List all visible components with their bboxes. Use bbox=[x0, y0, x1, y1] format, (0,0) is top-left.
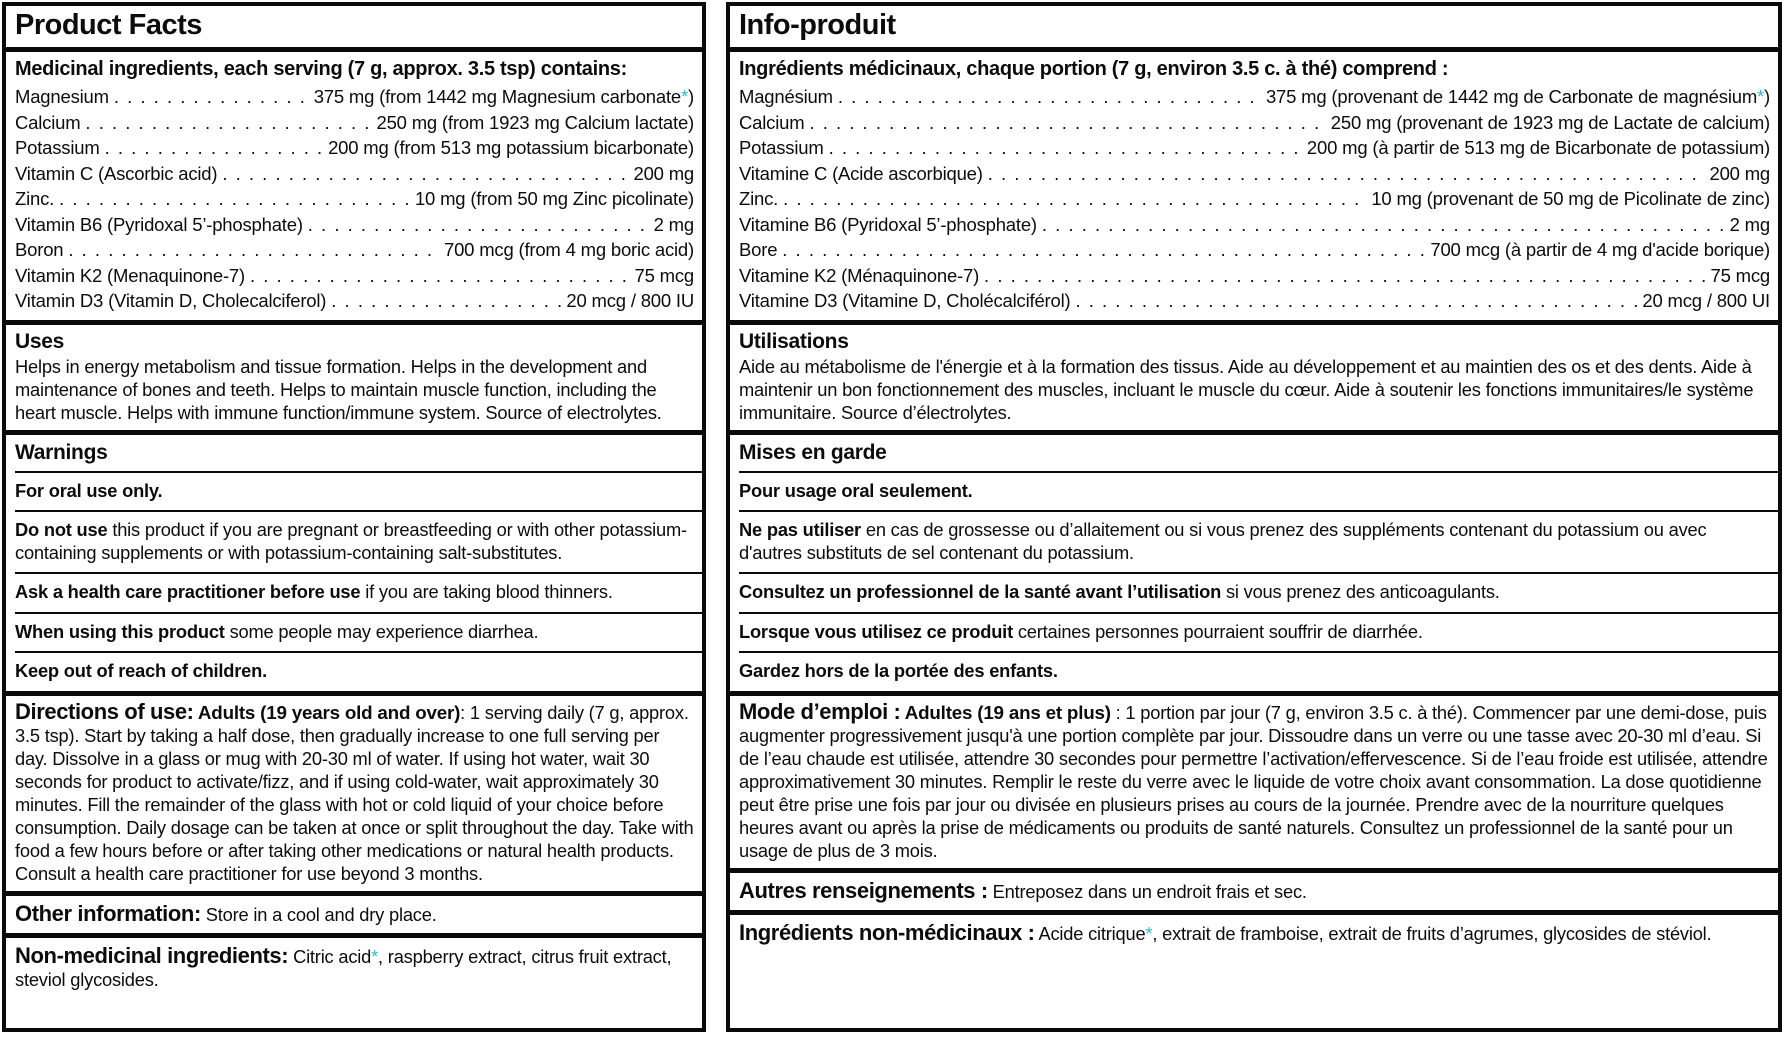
warning-item bbox=[15, 510, 702, 572]
ingredient-value-text: 20 mcg / 800 UI bbox=[1642, 290, 1770, 311]
ingredient-value-text: 375 mg (from 1442 mg Magnesium carbonate bbox=[313, 86, 682, 107]
ingredient-value bbox=[1642, 288, 1770, 314]
ingredient-row bbox=[15, 135, 694, 161]
ingredient-row bbox=[739, 84, 1770, 110]
warning-lead: Gardez hors de la portée des enfants. bbox=[739, 660, 1058, 681]
ingredient-value-text: 375 mg (provenant de 1442 mg de Carbonate de magnésium bbox=[1265, 86, 1758, 107]
ingredient-row bbox=[739, 186, 1770, 212]
ingredient-value-close: ) bbox=[688, 86, 694, 107]
other-information-label-fr: Autres renseignements : bbox=[739, 877, 988, 903]
ingredient-name: Vitamine K2 (Ménaquinone-7) bbox=[739, 264, 980, 286]
other-information-text-en: Store in a cool and dry place. bbox=[200, 903, 437, 925]
other-information-line-en bbox=[15, 899, 694, 929]
warning-lead: Pour usage oral seulement. bbox=[739, 479, 973, 501]
non-medicinal-text-end-fr: , extrait de framboise, extrait de fruits d’agrumes, glycosides de stéviol. bbox=[1152, 922, 1712, 944]
ingredient-row bbox=[739, 161, 1770, 187]
ingredient-value-text: 200 mg (from 513 mg potassium bicarbonate) bbox=[328, 137, 694, 158]
other-information-label-en: Other information: bbox=[15, 900, 201, 926]
warning-item bbox=[15, 471, 702, 511]
ingredient-value bbox=[328, 135, 694, 161]
dot-leader bbox=[783, 186, 1366, 212]
directions-section-fr bbox=[730, 696, 1778, 873]
non-medicinal-text-fr: Acide citrique bbox=[1034, 922, 1146, 944]
warning-lead: Do not use bbox=[15, 519, 108, 540]
info-produit-panel-fr bbox=[726, 2, 1782, 1032]
ingredient-row bbox=[739, 110, 1770, 136]
ingredient-name: Vitamin D3 (Vitamin D, Cholecalciferol) bbox=[15, 290, 327, 311]
dot-leader bbox=[308, 212, 649, 238]
ingredient-row bbox=[739, 237, 1770, 263]
ingredient-row bbox=[739, 135, 1770, 161]
medicinal-ingredients-section-en bbox=[6, 52, 702, 325]
warnings-heading-en: Warnings bbox=[15, 440, 108, 464]
ingredient-value-text: 75 mcg bbox=[1710, 264, 1770, 286]
ingredient-row bbox=[15, 84, 694, 110]
ingredient-value-text: 200 mg (à partir de 513 mg de Bicarbonate de potassium) bbox=[1306, 137, 1770, 158]
ingredient-row bbox=[739, 212, 1770, 238]
ingredient-value-text: 10 mg (from 50 mg Zinc picolinate) bbox=[414, 188, 694, 209]
ingredient-value bbox=[566, 288, 694, 314]
ingredient-row bbox=[15, 288, 694, 314]
ingredient-row bbox=[739, 263, 1770, 289]
warning-rest: certaines personnes pourraient souffrir de diarrhée. bbox=[1012, 620, 1423, 642]
ingredient-value-text: 10 mg (provenant de 50 mg de Picolinate de zinc) bbox=[1371, 188, 1770, 209]
non-medicinal-section-en bbox=[6, 938, 702, 1029]
uses-text-fr: Aide au métabolisme de l'énergie et à la formation des tissus. Aide au développement et au maintien des os et des dents. Aide à maintenir un bon fonctionnement des muscles, incluant le muscle du cœur. Aide à soutenir les fonctions immunitaires/le système immunitaire. Source d’électrolytes. bbox=[739, 355, 1754, 423]
ingredient-name: Bore bbox=[739, 239, 778, 260]
warning-rest: if you are taking blood thinners. bbox=[360, 581, 613, 602]
ingredient-row bbox=[15, 263, 694, 289]
ingredient-list-fr bbox=[739, 84, 1770, 314]
ingredient-name: Vitamin K2 (Menaquinone-7) bbox=[15, 264, 245, 286]
ingredient-name: Calcium bbox=[739, 111, 805, 133]
warning-rest: this product if you are pregnant or breastfeeding or with other potassium-containing supplements or with potassium-containing salt-substitutes. bbox=[15, 519, 687, 563]
other-information-text-fr: Entreposez dans un endroit frais et sec. bbox=[987, 880, 1307, 902]
uses-heading-fr: Utilisations bbox=[739, 329, 849, 353]
ingredient-value bbox=[376, 110, 694, 136]
ingredient-value-text: 200 mg bbox=[1709, 162, 1770, 184]
warning-item bbox=[739, 471, 1778, 511]
warnings-list-en bbox=[6, 471, 702, 691]
ingredient-value bbox=[1711, 263, 1770, 289]
warning-item bbox=[15, 572, 702, 612]
non-medicinal-text-end-en: , raspberry extract, citrus fruit extract, steviol glycosides. bbox=[15, 945, 672, 990]
warning-lead: Keep out of reach of children. bbox=[15, 660, 267, 681]
ingredient-value bbox=[654, 212, 694, 238]
dot-leader bbox=[838, 84, 1261, 110]
ingredient-name: Magnésium bbox=[739, 86, 833, 107]
ingredient-name: Calcium bbox=[15, 111, 81, 133]
medicinal-ingredients-header-fr: Ingrédients médicinaux, chaque portion (7 g, environ 3.5 c. à thé) comprend : bbox=[739, 58, 1449, 80]
directions-label-fr: Mode d’emploi : bbox=[739, 698, 901, 724]
ingredient-row bbox=[15, 110, 694, 136]
ingredient-row bbox=[15, 237, 694, 263]
warning-rest: en cas de grossesse ou d’allaitement ou si vous prenez des suppléments contenant du potassium ou avec d'autres substituts de sel contenant du potassium. bbox=[739, 519, 1707, 563]
dot-leader bbox=[59, 186, 410, 212]
warning-lead: Ne pas utiliser bbox=[739, 519, 861, 540]
warnings-section-en bbox=[6, 435, 702, 696]
warning-lead: When using this product bbox=[15, 620, 225, 642]
warning-rest: some people may experience diarrhea. bbox=[224, 620, 539, 642]
ingredient-value bbox=[1266, 84, 1770, 110]
ingredient-value bbox=[1709, 161, 1770, 187]
warning-item bbox=[739, 572, 1778, 612]
uses-heading-en: Uses bbox=[15, 329, 65, 353]
directions-subject-fr: Adultes (19 ans et plus) bbox=[900, 701, 1111, 723]
ingredient-name: Zinc. bbox=[15, 188, 55, 209]
dot-leader bbox=[782, 237, 1425, 263]
ingredient-value bbox=[1307, 135, 1770, 161]
dot-leader bbox=[1042, 212, 1725, 238]
dot-leader bbox=[250, 263, 630, 289]
ingredient-value-close: ) bbox=[1764, 86, 1770, 107]
ingredient-row bbox=[15, 212, 694, 238]
ingredient-name: Boron bbox=[15, 239, 64, 260]
warning-lead: Lorsque vous utilisez ce produit bbox=[739, 620, 1013, 642]
non-medicinal-label-fr: Ingrédients non-médicinaux : bbox=[739, 919, 1035, 945]
ingredient-value bbox=[1730, 212, 1770, 238]
ingredient-name: Vitamin B6 (Pyridoxal 5’-phosphate) bbox=[15, 213, 303, 235]
ingredient-name: Vitamine C (Acide ascorbique) bbox=[739, 162, 983, 184]
dot-leader bbox=[988, 161, 1705, 187]
other-information-section-fr bbox=[730, 873, 1778, 915]
ingredient-value bbox=[635, 263, 694, 289]
directions-section-en bbox=[6, 696, 702, 896]
directions-text-en bbox=[15, 700, 694, 885]
warning-item bbox=[739, 510, 1778, 572]
warnings-heading-fr: Mises en garde bbox=[739, 440, 887, 464]
ingredient-value-text: 2 mg bbox=[653, 213, 694, 235]
non-medicinal-label-en: Non-medicinal ingredients: bbox=[15, 942, 289, 968]
other-information-line-fr bbox=[739, 876, 1770, 906]
non-medicinal-line-en bbox=[15, 941, 694, 994]
ingredient-value-text: 250 mg (from 1923 mg Calcium lactate) bbox=[376, 111, 694, 133]
warning-item bbox=[15, 612, 702, 652]
ingredient-name: Magnesium bbox=[15, 86, 109, 107]
ingredient-value bbox=[1371, 186, 1770, 212]
medicinal-ingredients-header-en: Medicinal ingredients, each serving (7 g, approx. 3.5 tsp) contains: bbox=[15, 58, 627, 80]
warning-lead: Consultez un professionnel de la santé avant l’utilisation bbox=[739, 581, 1222, 602]
dot-leader bbox=[1075, 288, 1637, 314]
footnote-asterisk: * bbox=[371, 945, 379, 967]
footnote-asterisk: * bbox=[1757, 86, 1765, 107]
dot-leader bbox=[331, 288, 561, 314]
uses-section-fr bbox=[730, 325, 1778, 435]
product-facts-panel-en bbox=[2, 2, 706, 1032]
warning-item bbox=[739, 612, 1778, 652]
warning-item bbox=[739, 651, 1778, 691]
ingredient-name: Vitamine D3 (Vitamine D, Cholécalciférol) bbox=[739, 290, 1071, 311]
warning-item bbox=[15, 651, 702, 691]
ingredient-name: Zinc. bbox=[739, 188, 779, 209]
ingredient-value-text: 200 mg bbox=[633, 162, 694, 184]
ingredient-value bbox=[1430, 237, 1770, 263]
other-information-section-en bbox=[6, 896, 702, 938]
dot-leader bbox=[809, 110, 1325, 136]
dot-leader bbox=[114, 84, 309, 110]
ingredient-value-text: 2 mg bbox=[1729, 213, 1770, 235]
ingredient-value-text: 250 mg (provenant de 1923 mg de Lactate de calcium) bbox=[1330, 111, 1770, 133]
ingredient-name: Potassium bbox=[739, 137, 824, 158]
ingredient-value bbox=[1331, 110, 1770, 136]
ingredient-name: Vitamin C (Ascorbic acid) bbox=[15, 162, 218, 184]
non-medicinal-section-fr bbox=[730, 915, 1778, 1029]
panel-title-fr: Info-produit bbox=[730, 6, 1778, 52]
dot-leader bbox=[829, 135, 1302, 161]
footnote-asterisk: * bbox=[681, 86, 689, 107]
dot-leader bbox=[222, 161, 628, 187]
ingredient-value bbox=[444, 237, 694, 263]
non-medicinal-text-en: Citric acid bbox=[288, 945, 372, 967]
uses-text-en: Helps in energy metabolism and tissue formation. Helps in the development and maintenance of bones and teeth. Helps to maintain muscle function, including the heart muscle. Helps with immune function/immune system. Source of electrolytes. bbox=[15, 355, 662, 423]
uses-section-en bbox=[6, 325, 702, 435]
dot-leader bbox=[85, 110, 371, 136]
ingredient-value-text: 20 mcg / 800 IU bbox=[566, 290, 694, 311]
ingredient-value bbox=[633, 161, 694, 187]
warning-lead: For oral use only. bbox=[15, 479, 163, 501]
dot-leader bbox=[984, 263, 1705, 289]
directions-label-en: Directions of use: bbox=[15, 698, 194, 724]
warnings-section-fr bbox=[730, 435, 1778, 696]
medicinal-ingredients-section-fr bbox=[730, 52, 1778, 325]
warnings-list-fr bbox=[730, 471, 1778, 691]
footnote-asterisk: * bbox=[1145, 922, 1153, 944]
directions-body-fr: : 1 portion par jour (7 g, environ 3.5 c. à thé). Commencer par une demi-dose, puis augmenter progressivement jusqu'à une portion complète par jour. Dissoudre dans un verre ou une tasse avec 20-30 ml d’eau. Si de l’eau chaude est utilisée, attendre 30 secondes pour permettre l’activation/effervescence. Si de l’eau froide est utilisée, attendre approximativement 30 minutes. Remplir le reste du verre avec le liquide de votre choix avant consommation. La dose quotidienne peut être prise une fois par jour ou divisée en plusieurs prises au cours de la journée. Prendre avec de la nourriture quelques heures avant ou après la prise de médicaments ou produits de santé naturels. Consultez un professionnel de la santé pour un usage de plus de 3 mois. bbox=[739, 701, 1768, 861]
ingredient-row bbox=[15, 186, 694, 212]
warning-rest: si vous prenez des anticoagulants. bbox=[1221, 581, 1500, 602]
ingredient-value bbox=[314, 84, 694, 110]
ingredient-row bbox=[739, 288, 1770, 314]
non-medicinal-line-fr bbox=[739, 918, 1770, 948]
warning-lead: Ask a health care practitioner before use bbox=[15, 581, 361, 602]
directions-subject-en: Adults (19 years old and over) bbox=[193, 701, 461, 723]
ingredient-name: Potassium bbox=[15, 137, 100, 158]
ingredient-row bbox=[15, 161, 694, 187]
dot-leader bbox=[68, 237, 439, 263]
ingredient-name: Vitamine B6 (Pyridoxal 5’-phosphate) bbox=[739, 213, 1037, 235]
directions-text-fr bbox=[739, 700, 1770, 862]
ingredient-value-text: 700 mcg (à partir de 4 mg d'acide borique) bbox=[1430, 239, 1770, 260]
ingredient-value bbox=[415, 186, 694, 212]
directions-body-en: : 1 serving daily (7 g, approx. 3.5 tsp). Start by taking a half dose, then gradually increase to one full serving per day. Dissolve in a glass or mug with 20-30 ml of water. If using hot water, wait 30 seconds for product to activate/fizz, and if using cold-water, wait approximately 30 minutes. Fill the remainder of the glass with hot or cold liquid of your choice before consumption. Daily dosage can be taken at once or split throughout the day. Take with food a few hours before or after taking other medications or natural health products. Consult a health care practitioner for use beyond 3 months. bbox=[15, 701, 694, 884]
ingredient-value-text: 700 mcg (from 4 mg boric acid) bbox=[443, 239, 694, 260]
panel-title-en: Product Facts bbox=[6, 6, 702, 52]
dot-leader bbox=[105, 135, 324, 161]
ingredient-value-text: 75 mcg bbox=[634, 264, 694, 286]
ingredient-list-en bbox=[15, 84, 694, 314]
